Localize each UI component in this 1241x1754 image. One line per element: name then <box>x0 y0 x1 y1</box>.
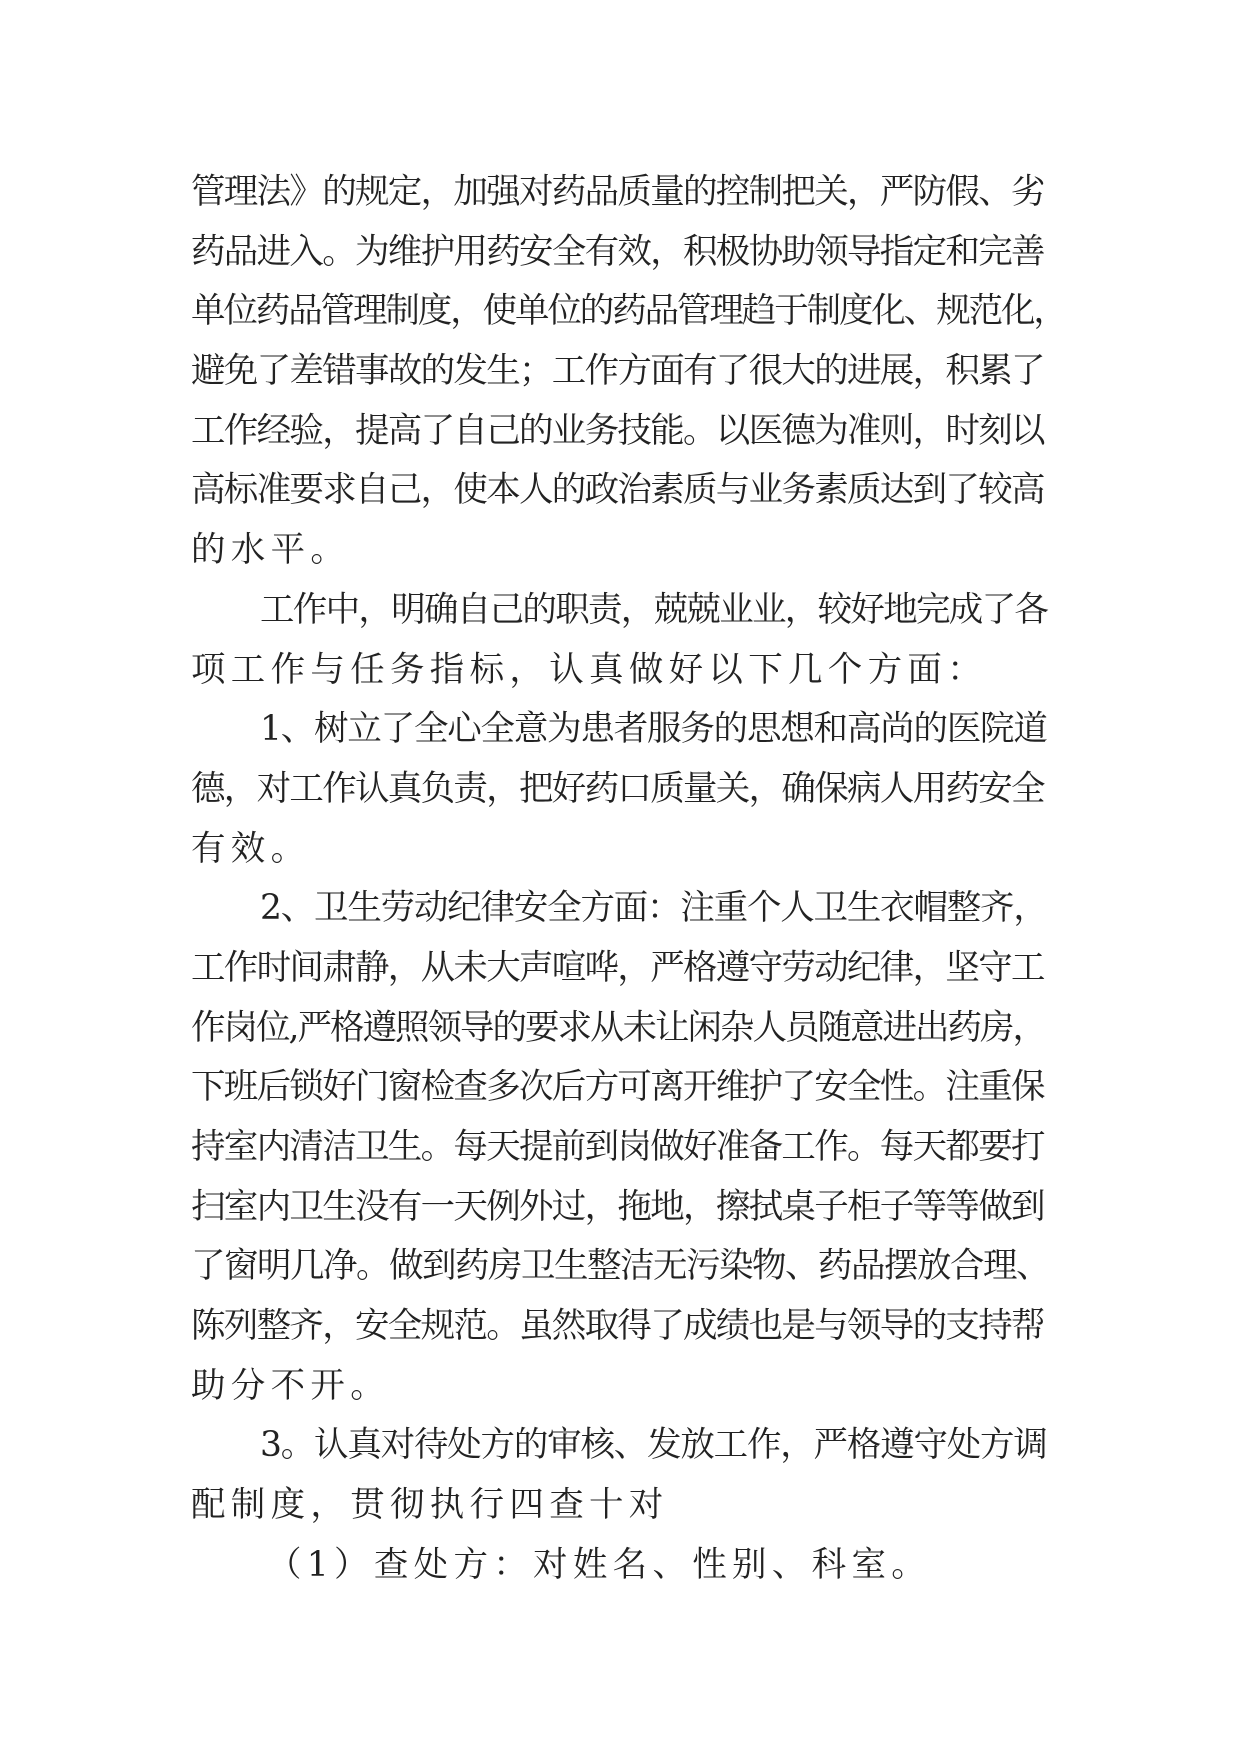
text-line: 德，对工作认真负责，把好药口质量关，确保病人用药安全 <box>191 768 1044 809</box>
text-line: 高标准要求自己，使本人的政治素质与业务素质达到了较高 <box>191 470 1044 511</box>
text-line: 助分不开。 <box>191 1365 390 1406</box>
text-line: 管理法》的规定，加强对药品质量的控制把关，严防假、劣 <box>191 172 1044 212</box>
text-line: 工作经验，提高了自己的业务技能。以医德为准则，时刻以 <box>191 410 1044 451</box>
text-line: 扫室内卫生没有一天例外过，拖地，擦拭桌子柜子等等做到 <box>191 1186 1044 1227</box>
document-body <box>191 163 1066 1596</box>
paragraph-start-line: 工作中，明确自己的职责，兢兢业业，较好地完成了各 <box>260 589 1048 630</box>
paragraph-start-line: 2、卫生劳动纪律安全方面：注重个人卫生衣帽整齐， <box>260 888 1047 929</box>
paragraph-start-line: 1、树立了全心全意为患者服务的思想和高尚的医院道 <box>260 709 1047 750</box>
text-line: 作岗位,严格遵照领导的要求从未让闲杂人员随意进出药房， <box>191 1007 1045 1048</box>
text-line: 工作时间肃静，从未大声喧哗，严格遵守劳动纪律，坚守工 <box>191 947 1044 988</box>
text-line: 单位药品管理制度，使单位的药品管理趋于制度化、规范化， <box>191 291 1066 332</box>
text-line: 的水平。 <box>191 530 351 571</box>
text-line: 陈列整齐，安全规范。虽然取得了成绩也是与领导的支持帮 <box>191 1306 1044 1347</box>
text-line: 配制度，贯彻执行四查十对 <box>191 1485 669 1526</box>
list-item-line: （1）查处方：对姓名、性别、科室。 <box>267 1544 932 1585</box>
text-line: 持室内清洁卫生。每天提前到岗做好准备工作。每天都要打 <box>191 1127 1044 1167</box>
text-line: 了窗明几净。做到药房卫生整洁无污染物、药品摆放合理、 <box>191 1246 1049 1287</box>
text-line: 有效。 <box>191 828 311 869</box>
text-line: 项工作与任务指标，认真做好以下几个方面： <box>191 649 987 690</box>
text-line: 药品进入。为维护用药安全有效，积极协助领导指定和完善 <box>191 231 1044 272</box>
paragraph-start-line: 3。认真对待处方的审核、发放工作，严格遵守处方调 <box>260 1425 1047 1466</box>
text-line: 下班后锁好门窗检查多次后方可离开维护了安全性。注重保 <box>191 1067 1044 1108</box>
text-line: 避免了差错事故的发生；工作方面有了很大的进展，积累了 <box>191 351 1044 392</box>
